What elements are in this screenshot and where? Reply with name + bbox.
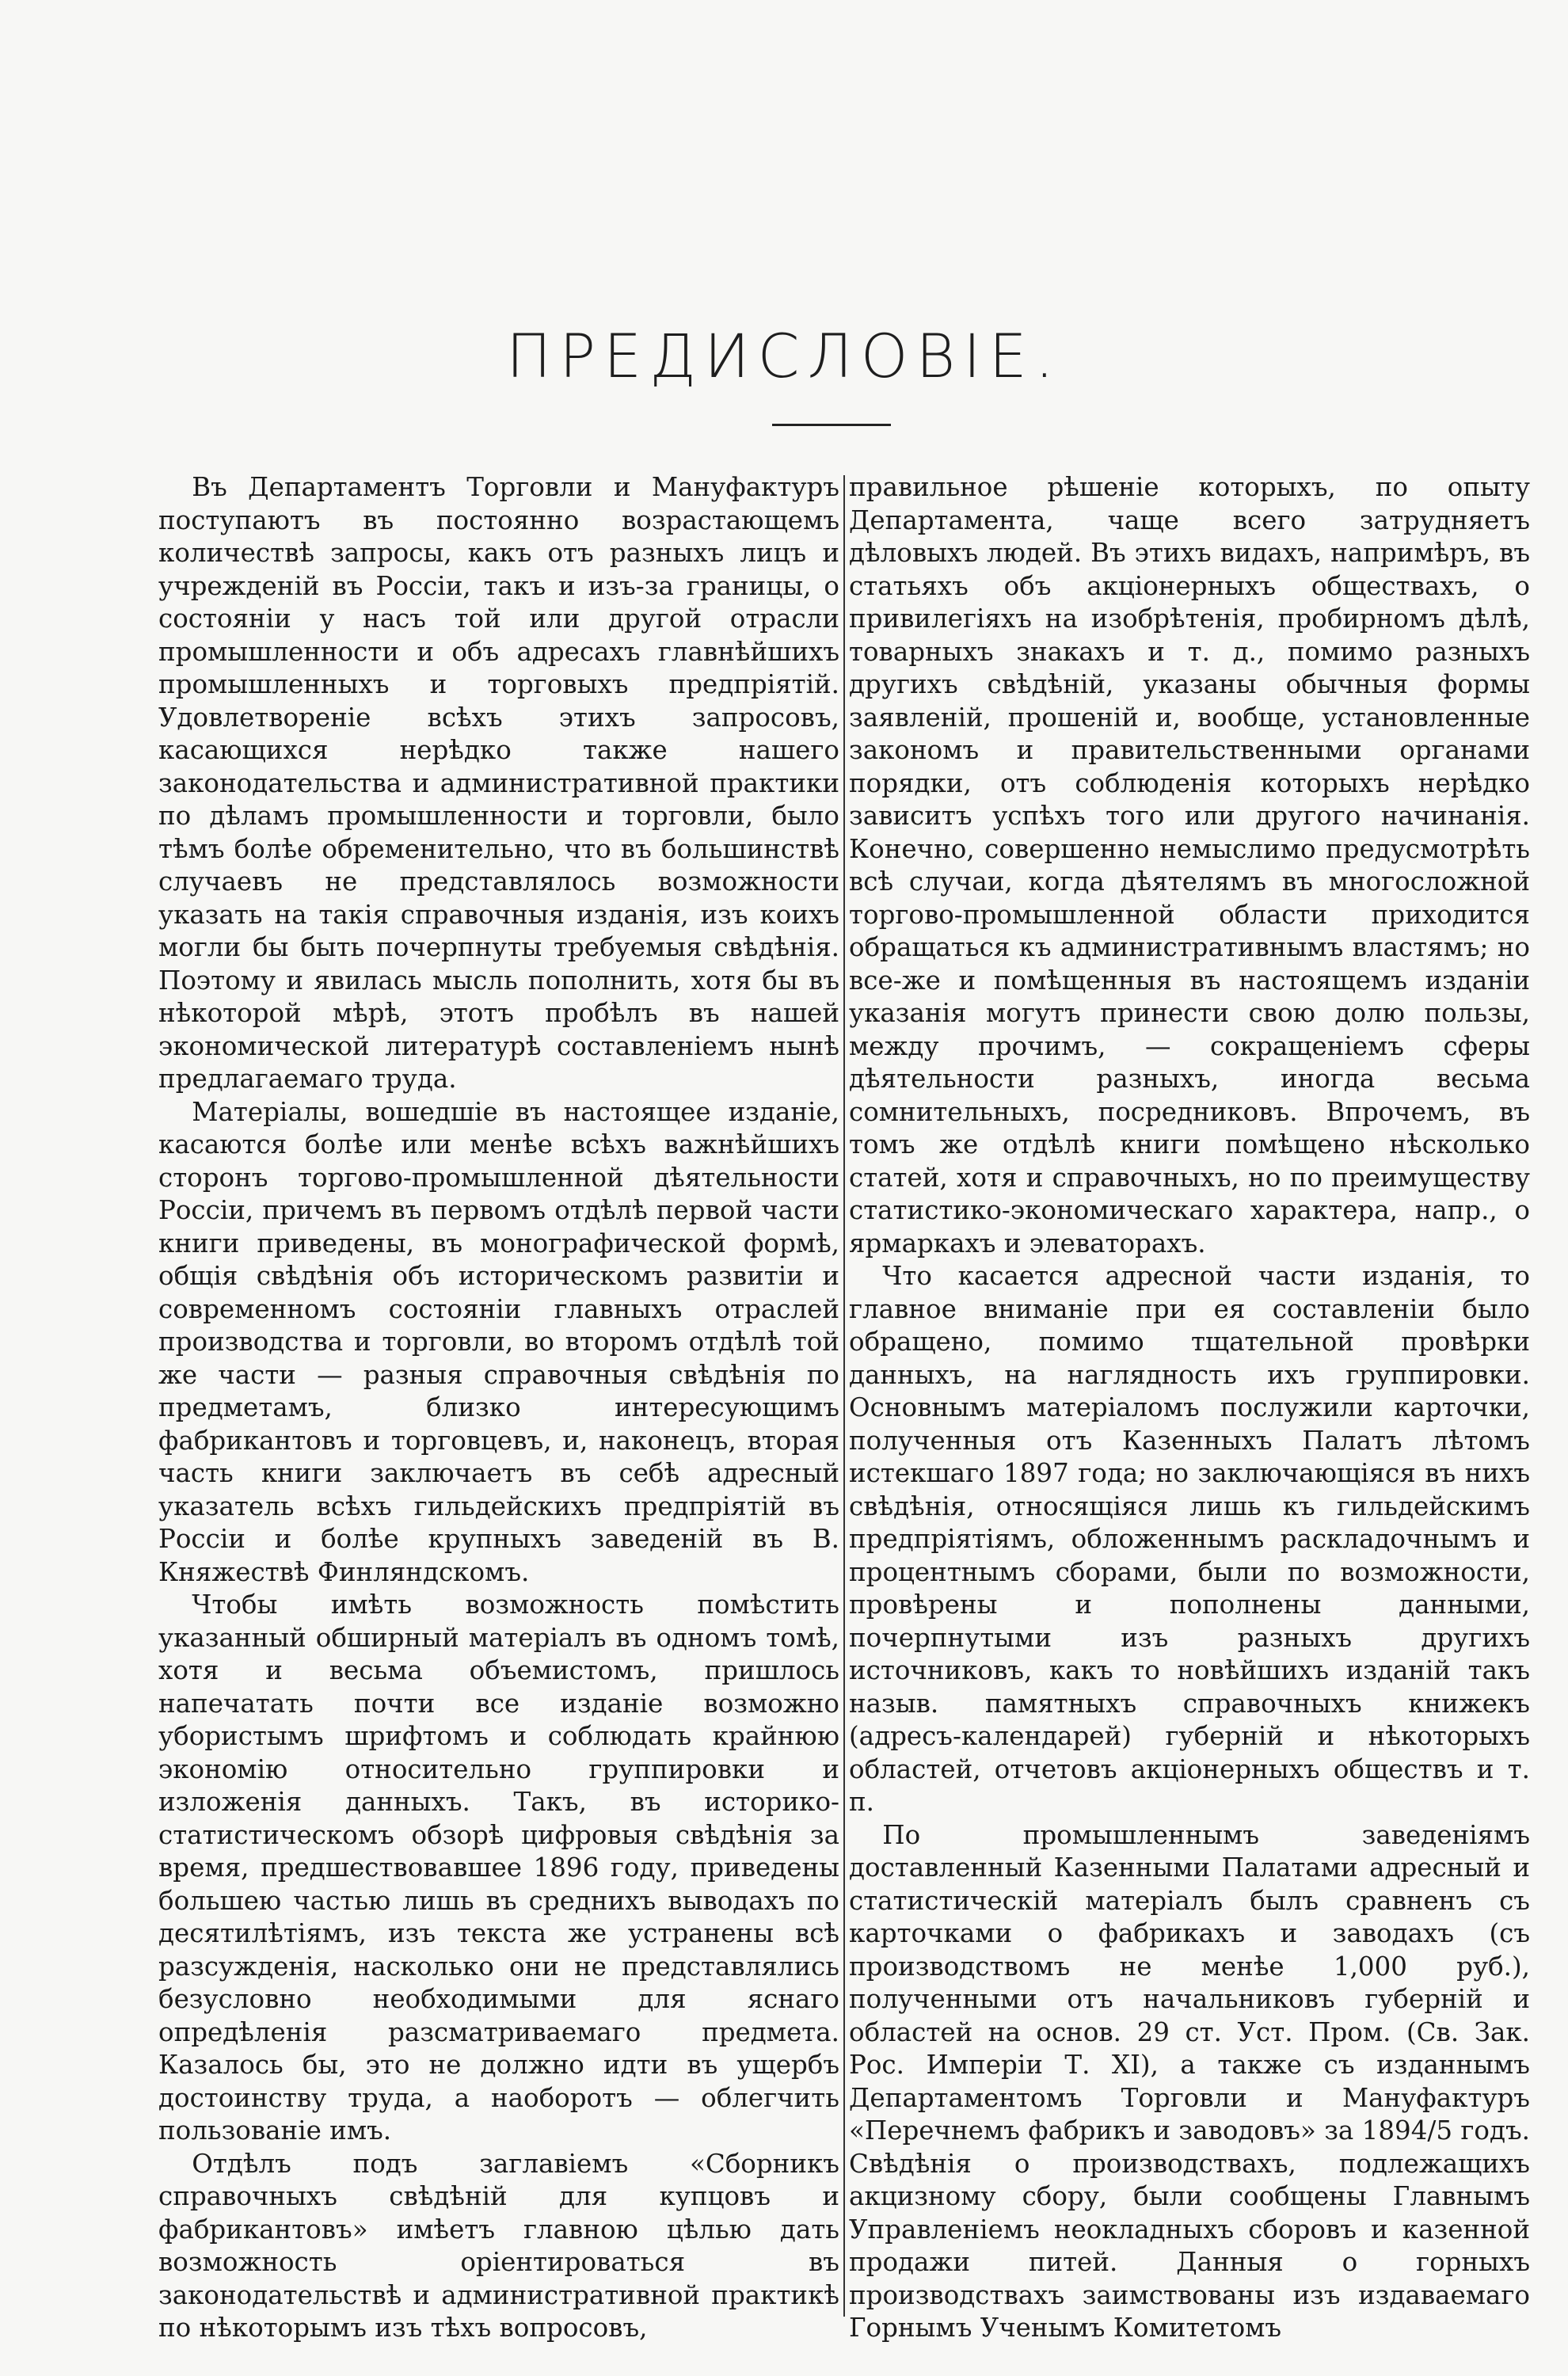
column-divider: [843, 475, 845, 2317]
left-column: [158, 471, 839, 2345]
paragraph: По промышленнымъ заведеніямъ доставленный Казенными Палатами адресный и статистическій матеріалъ былъ сравненъ съ карточками о фабрикахъ и заводахъ (съ производствомъ не менѣе 1,000 руб.), полученными отъ начальниковъ губерній и областей на основ. 29 ст. Уст. Пром. (Св. Зак. Рос. Имперіи Т. XI), а также съ изданнымъ Департаментомъ Торговли и Мануфактуръ «Перечнемъ фабрикъ и заводовъ» за 1894/5 годъ. Свѣдѣнія о производствахъ, подлежащихъ акцизному сбору, были сообщены Главнымъ Управленіемъ неокладныхъ сборовъ и казенной продажи питей. Данныя о горныхъ производствахъ заимствованы изъ издаваемаго Горнымъ Ученымъ Комитетомъ: [849, 1819, 1530, 2343]
right-column: [849, 471, 1530, 2345]
paragraph: правильное рѣшеніе которыхъ, по опыту Департамента, чаще всего затрудняетъ дѣловыхъ людей. Въ этихъ видахъ, напримѣръ, въ статьяхъ объ акціонерныхъ обществахъ, о привилегіяхъ на изобрѣтенія, пробирномъ дѣлѣ, товарныхъ знакахъ и т. д., помимо разныхъ другихъ свѣдѣній, указаны обычныя формы заявленій, прошеній и, вообще, установленные закономъ и правительственными органами порядки, отъ соблюденія которыхъ нерѣдко зависитъ успѣхъ того или другого начинанія. Конечно, совершенно немыслимо предусмотрѣть всѣ случаи, когда дѣятелямъ въ многосложной торгово-промышленной области приходится обращаться къ административнымъ властямъ; но все-же и помѣщенныя въ настоящемъ изданіи указанія могутъ принести свою долю пользы, между прочимъ, — сокращеніемъ сферы дѣятельности разныхъ, иногда весьма сомнительныхъ, посредниковъ. Впрочемъ, въ томъ же отдѣлѣ книги помѣщено нѣсколько статей, хотя и справочныхъ, но по преимуществу статистико-экономическаго характера, напр., о ярмаркахъ и элеваторахъ.: [849, 472, 1530, 1258]
page-title: ПРЕДИСЛОВІЕ.: [506, 321, 1062, 391]
paragraph: Въ Департаментъ Торговли и Мануфактуръ поступаютъ въ постоянно возрастающемъ количествѣ запросы, какъ отъ разныхъ лицъ и учрежденій въ Россіи, такъ и изъ-за границы, о состояніи у насъ той или другой отрасли промышленности и объ адресахъ главнѣйшихъ промышленныхъ и торговыхъ предпріятій. Удовлетвореніе всѣхъ этихъ запросовъ, касающихся нерѣдко также нашего законодательства и административной практики по дѣламъ промышленности и торговли, было тѣмъ болѣе обременительно, что въ большинствѣ случаевъ не представлялось возможности указать на такія справочныя изданія, изъ коихъ могли бы быть почерпнуты требуемыя свѣдѣнія. Поэтому и явилась мысль пополнить, хотя бы въ нѣкоторой мѣрѣ, этотъ пробѣлъ въ нашей экономической литературѣ составленіемъ нынѣ предлагаемаго труда.: [158, 472, 839, 1094]
paragraph: Чтобы имѣть возможность помѣстить указанный обширный матеріалъ въ одномъ томѣ, хотя и весьма объемистомъ, пришлось напечатать почти все изданіе возможно убористымъ шрифтомъ и соблюдать крайнюю экономію относительно группировки и изложенія данныхъ. Такъ, въ историко-статистическомъ обзорѣ цифровыя свѣдѣнія за время, предшествовавшее 1896 году, приведены большею частью лишь въ среднихъ выводахъ по десятилѣтіямъ, изъ текста же устранены всѣ разсужденія, насколько они не представлялись безусловно необходимыми для яснаго опредѣленія разсматриваемаго предмета. Казалось бы, это не должно идти въ ущербъ достоинству труда, а наоборотъ — облегчить пользованіе имъ.: [158, 1590, 839, 2146]
title-divider: [772, 424, 891, 426]
paragraph: Отдѣлъ подъ заглавіемъ «Сборникъ справочныхъ свѣдѣній для купцовъ и фабрикантовъ» имѣетъ главною цѣлью дать возможность оріентироваться въ законодательствѣ и административной практикѣ по нѣкоторымъ изъ тѣхъ вопросовъ,: [158, 2148, 839, 2343]
paragraph: Матеріалы, вошедшіе въ настоящее изданіе, касаются болѣе или менѣе всѣхъ важнѣйшихъ сторонъ торгово-промышленной дѣятельности Россіи, причемъ въ первомъ отдѣлѣ первой части книги приведены, въ монографической формѣ, общія свѣдѣнія объ историческомъ развитіи и современномъ состояніи главныхъ отраслей производства и торговли, во второмъ отдѣлѣ той же части — разныя справочныя свѣдѣнія по предметамъ, близко интересующимъ фабрикантовъ и торговцевъ, и, наконецъ, вторая часть книги заключаетъ въ себѣ адресный указатель всѣхъ гильдейскихъ предпріятій въ Россіи и болѣе крупныхъ заведеній въ В. Княжествѣ Финляндскомъ.: [158, 1096, 839, 1587]
paragraph: Что касается адресной части изданія, то главное вниманіе при ея составленіи было обращено, помимо тщательной провѣрки данныхъ, на наглядность ихъ группировки. Основнымъ матеріаломъ послужили карточки, полученныя отъ Казенныхъ Палатъ лѣтомъ истекшаго 1897 года; но заключающіяся въ нихъ свѣдѣнія, относящіяся лишь къ гильдейскимъ предпріятіямъ, обложеннымъ раскладочнымъ и процентнымъ сборами, были по возможности, провѣрены и пополнены данными, почерпнутыми изъ разныхъ другихъ источниковъ, какъ то новѣйшихъ изданій такъ назыв. памятныхъ справочныхъ книжекъ (адресъ-календарей) губерній и нѣкоторыхъ областей, отчетовъ акціонерныхъ обществъ и т. п.: [849, 1261, 1530, 1817]
